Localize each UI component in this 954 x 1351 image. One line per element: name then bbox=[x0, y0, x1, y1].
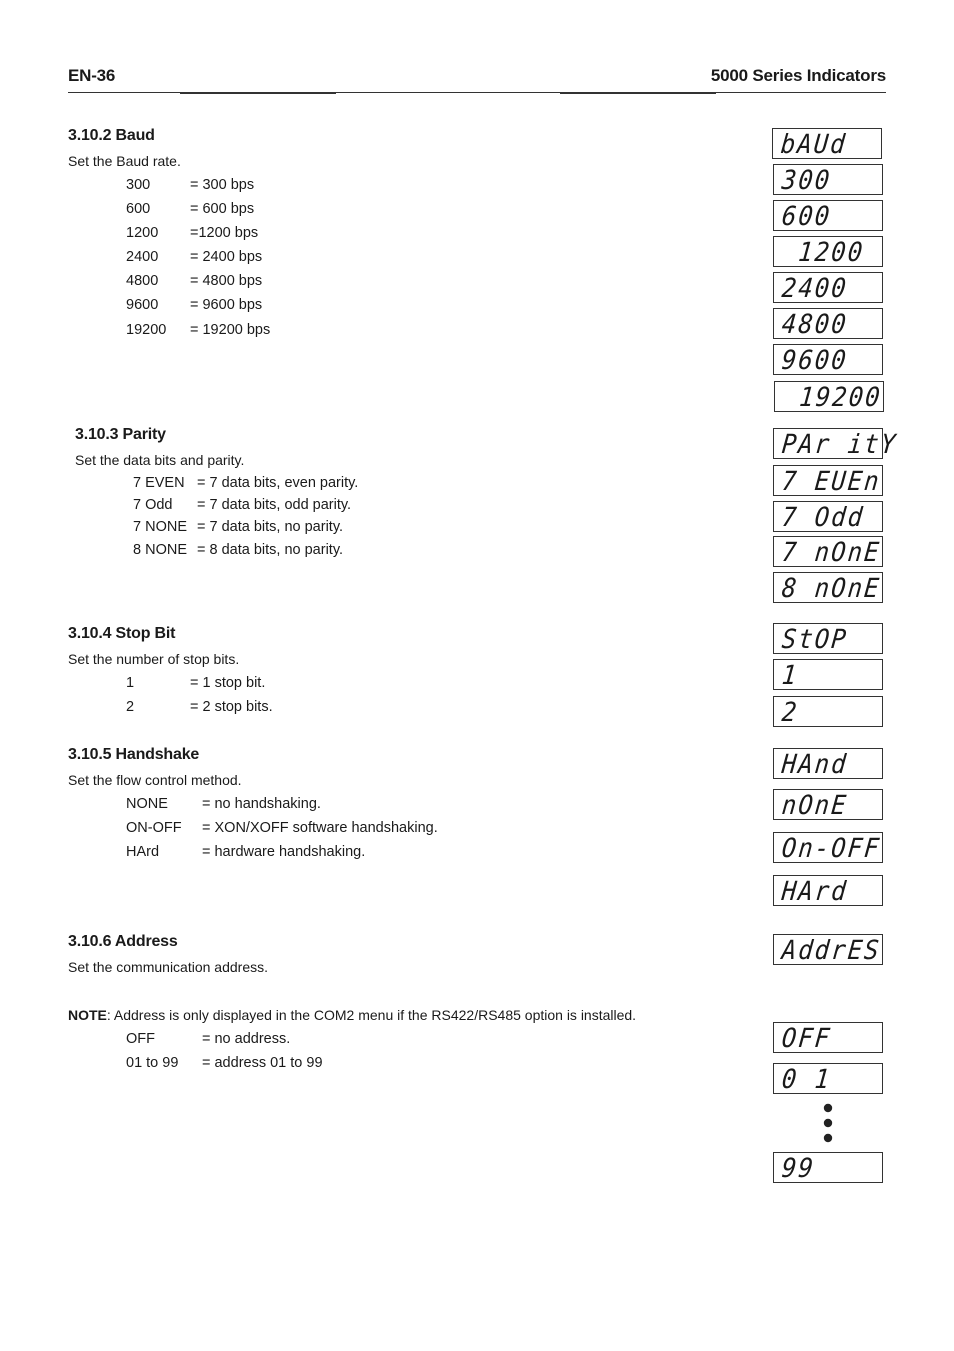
lcd-display: 7 nOnE bbox=[773, 536, 883, 567]
lcd-display: 2 bbox=[773, 696, 883, 727]
section-title-handshake: 3.10.5 Handshake bbox=[68, 746, 200, 763]
lcd-display: 600 bbox=[773, 200, 883, 231]
lcd-display: 7 Odd bbox=[773, 501, 883, 532]
lcd-display: PAr itY bbox=[773, 428, 883, 459]
section-title-stop-bit: 3.10.4 Stop Bit bbox=[68, 625, 176, 642]
lcd-display: HArd bbox=[773, 875, 883, 906]
section-desc-parity: Set the data bits and parity. bbox=[75, 452, 245, 468]
note bbox=[68, 1007, 636, 1023]
lcd-display: AddrES bbox=[773, 934, 883, 965]
lcd-display: 1200 bbox=[773, 236, 883, 267]
ellipsis-dots-icon bbox=[821, 1103, 835, 1145]
lcd-display: StOP bbox=[773, 623, 883, 654]
lcd-display: 1 bbox=[773, 659, 883, 690]
section-desc-baud: Set the Baud rate. bbox=[68, 153, 181, 169]
lcd-display: 19200 bbox=[774, 381, 884, 412]
lcd-display: bAUd bbox=[772, 128, 882, 159]
lcd-display: 4800 bbox=[773, 308, 883, 339]
lcd-display: 300 bbox=[773, 164, 883, 195]
section-title-baud: 3.10.2 Baud bbox=[68, 127, 155, 144]
section-title-parity: 3.10.3 Parity bbox=[75, 426, 166, 443]
header-rule-accent bbox=[180, 92, 336, 94]
note-label: NOTE bbox=[68, 1007, 107, 1023]
lcd-display: HAnd bbox=[773, 748, 883, 779]
section-title-address: 3.10.6 Address bbox=[68, 933, 178, 950]
lcd-display: 2400 bbox=[773, 272, 883, 303]
section-desc-stop-bit: Set the number of stop bits. bbox=[68, 651, 240, 667]
lcd-display: 99 bbox=[773, 1152, 883, 1183]
page-number: EN-36 bbox=[68, 66, 116, 85]
lcd-display: 9600 bbox=[773, 344, 883, 375]
header-rule-accent bbox=[560, 92, 716, 94]
section-desc-handshake: Set the flow control method. bbox=[68, 772, 242, 788]
lcd-display: 7 EUEn bbox=[773, 465, 883, 496]
lcd-display: nOnE bbox=[773, 789, 883, 820]
lcd-display: 0 1 bbox=[773, 1063, 883, 1094]
section-desc-address: Set the communication address. bbox=[68, 959, 268, 975]
lcd-display: On-OFF bbox=[773, 832, 883, 863]
document-title: 5000 Series Indicators bbox=[710, 66, 886, 85]
note-text: : Address is only displayed in the COM2 menu if the RS422/RS485 option is installed. bbox=[106, 1007, 637, 1023]
lcd-display: OFF bbox=[773, 1022, 883, 1053]
lcd-display: 8 nOnE bbox=[773, 572, 883, 603]
